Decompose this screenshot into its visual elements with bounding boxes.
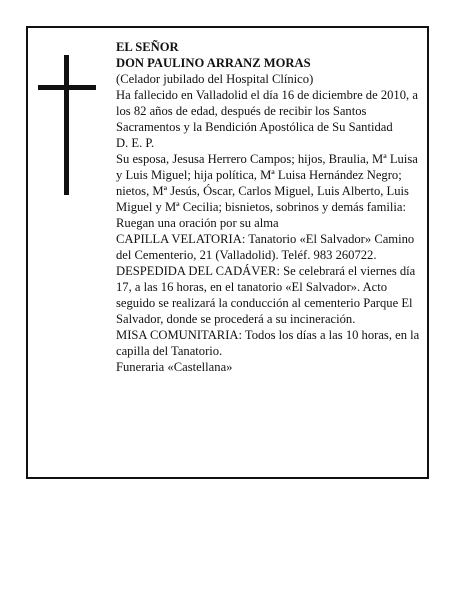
farewell-details: DESPEDIDA DEL CADÁVER: Se celebrará el viernes día 17, a las 16 horas, en el tanatorio «El Salvador». Acto seguido se realizará la conducción al cementerio Parque El Salvador, donde se procederá a su incineración. — [116, 264, 416, 326]
cross-vertical-bar — [64, 55, 69, 195]
cross-horizontal-bar — [38, 85, 96, 90]
family-list: Su esposa, Jesusa Herrero Campos; hijos, Braulia, Mª Luisa y Luis Miguel; hija política, Mª Luisa Hernández Negro; nietos, Mª Jesús, Óscar, Carlos Miguel, Luis Alberto, Luis Miguel y Mª Cecilia; bisnietos, sobrinos y demás familia: — [116, 152, 418, 214]
funeral-home: Funeraria «Castellana» — [116, 360, 233, 374]
obituary-heading: EL SEÑOR — [116, 40, 179, 54]
deceased-occupation: (Celador jubilado del Hospital Clínico) — [116, 72, 314, 86]
cross-icon — [38, 55, 96, 195]
obituary-text — [116, 39, 420, 375]
death-announcement: Ha fallecido en Valladolid el día 16 de diciembre de 2010, a los 82 años de edad, después de recibir los Santos Sacramentos y la Bendición Apostólica de Su Santidad — [116, 88, 418, 134]
rip-line: D. E. P. — [116, 136, 155, 150]
mass-details: MISA COMUNITARIA: Todos los días a las 10 horas, en la capilla del Tanatorio. — [116, 328, 420, 358]
deceased-name: DON PAULINO ARRANZ MORAS — [116, 56, 311, 70]
prayer-request: Ruegan una oración por su alma — [116, 216, 279, 230]
wake-location: CAPILLA VELATORIA: Tanatorio «El Salvador» Camino del Cementerio, 21 (Valladolid). Teléf. 983 260722. — [116, 232, 415, 262]
